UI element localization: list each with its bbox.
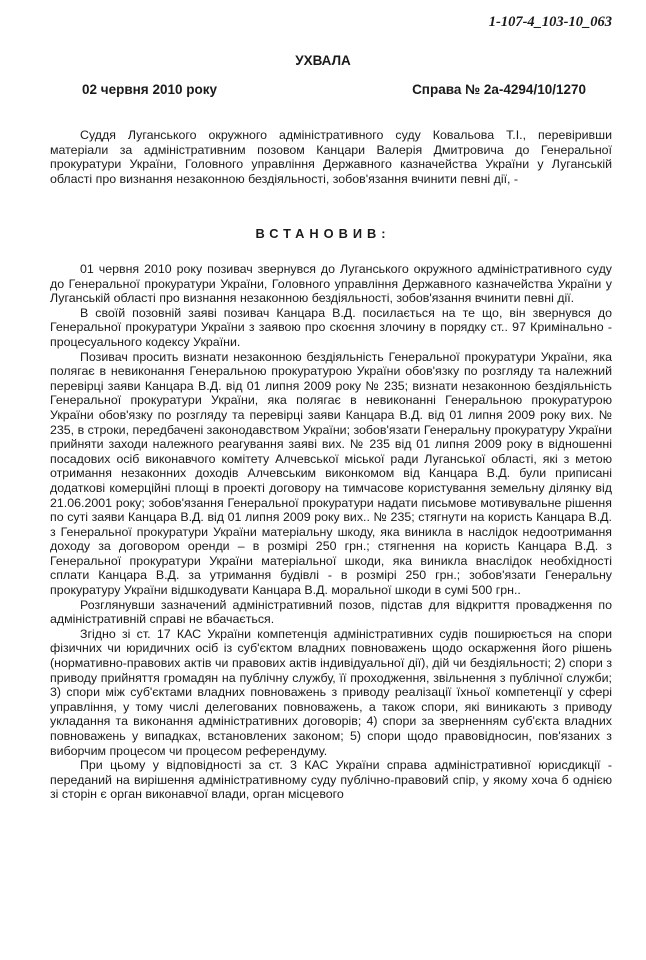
paragraph: Згідно зі ст. 17 КАС України компетенція адміністративних судів поширюється на спори фізичних чи юридичних осіб із суб'єктом владних повноважень щодо оскарження його рішень (нормативно-правових актів чи правових актів індивідуальної дії), дій чи бездіяльності; 2) спори з приводу прийняття громадян на публічну службу, її проходження, звільнення з публічної служби; 3) спори між суб'єктами владних повноважень з приводу реалізації їхньої компетенції у сфері управління, у тому числі делегованих повноважень, а також спори, які виникають з приводу укладання та виконання адміністративних договорів; 4) спори за зверненням суб'єкта владних повноважень у випадках, встановлених законом; 5) спори щодо правовідносин, пов'язаних з виборчим процесом чи процесом референдуму. [50, 626, 612, 758]
paragraph: При цьому у відповідності за ст. 3 КАС України справа адміністративної юрисдикції - переданий на вирішення адміністративному суду публічно-правовий спір, у якому хоча б однією зі сторін є орган виконавчої влади, орган місцевого [50, 758, 612, 802]
document-date: 02 червня 2010 року [82, 82, 217, 97]
paragraph: В своїй позовній заяві позивач Канцара В.Д. посилається на те що, він звернувся до Генеральної прокуратури України з заявою про скоєння злочину в порядку ст.. 97 Кримінально - процесуального кодексу України. [50, 305, 612, 349]
paragraph: Розглянувши зазначений адміністративний позов, підстав для відкриття провадження по адміністративній справі не вбачається. [50, 597, 612, 627]
document-title: УХВАЛА [295, 53, 351, 68]
intro-paragraph: Суддя Луганського окружного адміністративного суду Ковальова Т.І., перевіривши матеріали за адміністративним позовом Канцари Валерія Дмитровича до Генеральної прокуратури України, Головного управління Державного казначейства України у Луганській області про визнання незаконною бездіяльності, зобов'язання вчинити певні дії, - [50, 128, 612, 186]
paragraph: 01 червня 2010 року позивач звернувся до Луганського окружного адміністративного суду до Генеральної прокуратури України, Головного управління Державного казначейства України у Луганській області про визнання незаконною бездіяльності, зобов'язання вчинити певні дії. [50, 262, 612, 306]
paragraph: Позивач просить визнати незаконною бездіяльність Генеральної прокуратури України, яка полягає в невиконання Генеральною прокуратурою України обов'язку по розгляду та належний перевірці заяви Канцара В.Д. від 01 липня 2009 року № 235; визнати незаконною бездіяльність Генеральної прокуратури України, яка полягає в невиконанні Генеральною прокуратурою України обов'язку по розгляду та перевірці заяви Канцара В.Д. від 01 липня 2009 року вих. № 235, в строки, передбачені законодавством України; зобов'язати Генеральну прокуратуру України прийняти заходи належного реагування заяві вих. № 235 від 01 липня 2009 року в відношенні посадових осіб виконавчого комітету Алчевської міської ради Луганської області, які з метою отримання незаконних доходів Алчевським виконкомом від Канцара В.Д. були приписані додаткові комерційні площі в проекті договору на тимчасове користування земельну ділянку від 21.06.2001 року; зобов'язання Генеральної прокуратури надати письмове мотивувальне рішення по суті заяви Канцара В.Д. від 01 липня 2009 року вих.. № 235; стягнути на користь Канцара В.Д. з Генеральної прокуратури України матеріальну шкоду, яка виникла в наслідок недоотримання доходу за договором оренди – в розмірі 250 грн.; стягнення на користь Канцара В.Д. з Генеральної прокуратури України матеріальної шкоди, яка виникла внаслідок необхідності сплати Канцара В.Д. за утримання будівлі - в розмірі 250 грн.; зобов'язати Генеральну прокуратуру України відшкодувати Канцара В.Д. моральної шкоди в сумі 500 грн.. [50, 349, 612, 598]
document-code: 1-107-4_103-10_063 [488, 14, 612, 30]
case-number: Справа № 2а-4294/10/1270 [412, 82, 586, 97]
intro-section [50, 128, 612, 186]
section-title: ВСТАНОВИВ: [255, 226, 391, 241]
body-section [50, 262, 612, 802]
